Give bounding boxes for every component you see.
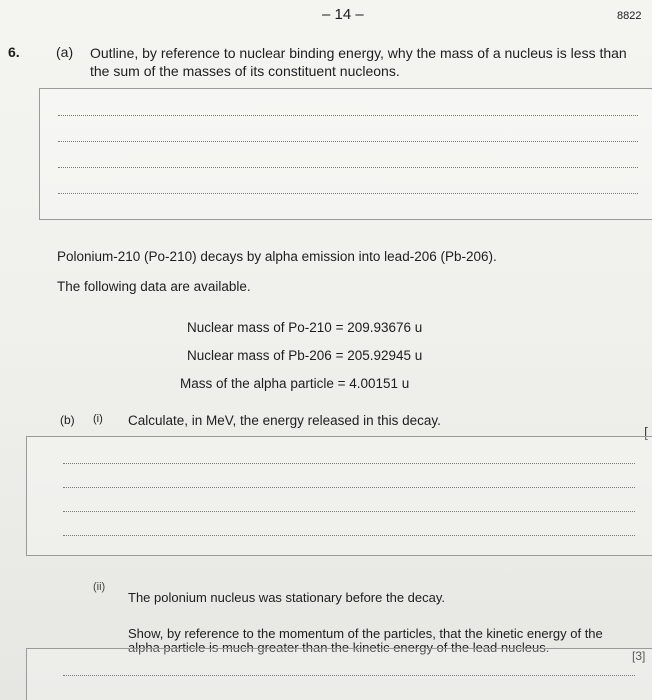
part-b-label: (b) (60, 413, 75, 427)
decay-intro-text: Polonium-210 (Po-210) decays by alpha emission into lead-206 (Pb-206). (57, 249, 497, 264)
part-b-i-label: (i) (93, 413, 103, 425)
part-b-i-question-text: Calculate, in MeV, the energy released in this decay. (128, 413, 441, 428)
question-number: 6. (8, 44, 20, 60)
part-a-answer-box[interactable] (39, 88, 652, 220)
data-alpha-mass: Mass of the alpha particle = 4.00151 u (180, 376, 410, 391)
answer-line (63, 511, 635, 512)
answer-line (58, 193, 638, 194)
answer-line (63, 675, 635, 676)
part-a-question-text: Outline, by reference to nuclear binding energy, why the mass of a nucleus is less than the sum of the masses of its constituent nucleons. (90, 45, 627, 79)
document-code: 8822 (617, 10, 642, 22)
marks-bracket-cut: [ (644, 424, 648, 440)
part-b-ii-question-text: Show, by reference to the momentum of the particles, that the kinetic energy of the alpha particle is much greater than the kinetic energy of the lead nucleus. (128, 626, 603, 655)
part-b-ii-marks: [3] (632, 649, 646, 663)
part-b-ii-label: (ii) (93, 581, 106, 593)
answer-line (58, 167, 638, 168)
data-intro-text: The following data are available. (57, 279, 251, 294)
answer-line (58, 141, 638, 142)
data-po210-mass: Nuclear mass of Po-210 = 209.93676 u (187, 320, 423, 335)
answer-line (58, 115, 638, 116)
answer-line (63, 535, 635, 536)
page-number: – 14 – (322, 6, 364, 23)
answer-line (63, 487, 635, 488)
data-pb206-mass: Nuclear mass of Pb-206 = 205.92945 u (187, 348, 423, 363)
part-b-i-answer-box[interactable] (26, 436, 652, 556)
part-b-ii-statement: The polonium nucleus was stationary before the decay. (128, 590, 445, 605)
part-a-label: (a) (56, 44, 74, 60)
answer-line (63, 463, 635, 464)
part-b-ii-answer-box[interactable] (26, 648, 652, 700)
